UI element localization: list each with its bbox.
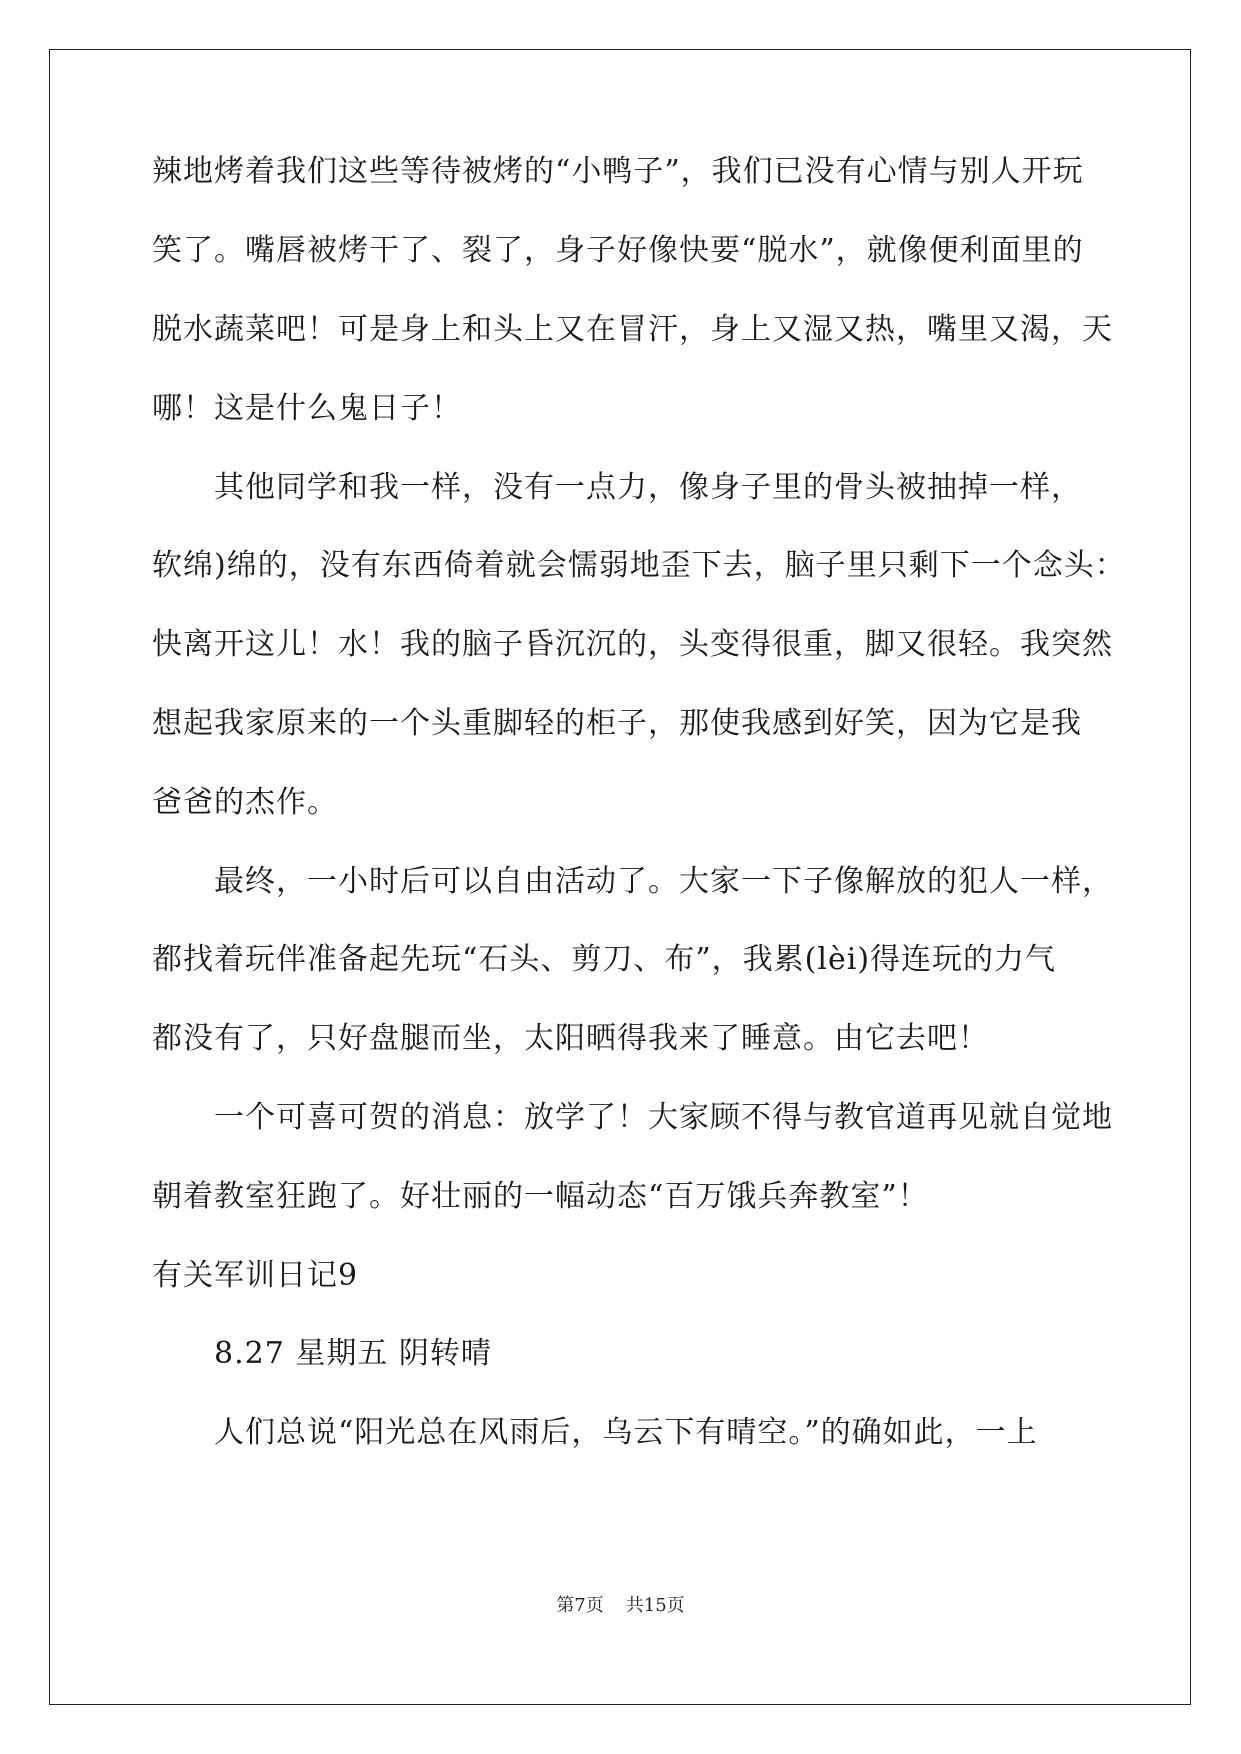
page-total: 共15页: [625, 1595, 685, 1616]
text-line: 辣地烤着我们这些等待被烤的“小鸭子”，我们已没有心情与别人开玩: [152, 154, 1084, 189]
paragraph-start-line: 其他同学和我一样，没有一点力，像身子里的骨头被抽掉一样，: [214, 470, 1082, 505]
paragraph-start-line: 最终，一小时后可以自由活动了。大家一下子像解放的犯人一样，: [214, 864, 1113, 899]
text-line: 爸爸的杰作。: [152, 785, 338, 820]
text-line: 脱水蔬菜吧！可是身上和头上又在冒汗，身上又湿又热，嘴里又渴，天: [152, 312, 1113, 347]
text-line: 都没有了，只好盘腿而坐，太阳晒得我来了睡意。由它去吧！: [152, 1021, 989, 1056]
text-line: 想起我家原来的一个头重脚轻的柜子，那使我感到好笑，因为它是我: [152, 706, 1082, 741]
text-line: 哪！这是什么鬼日子！: [152, 391, 462, 426]
paragraph-start-line: 一个可喜可贺的消息：放学了！大家顾不得与教官道再见就自觉地: [214, 1100, 1113, 1135]
text-line: 快离开这儿！水！我的脑子昏沉沉的，头变得很重，脚又很轻。我突然: [152, 627, 1113, 662]
text-line: 朝着教室狂跑了。好壮丽的一幅动态“百万饿兵奔教室”！: [152, 1179, 929, 1214]
section-heading: 有关军训日记9: [152, 1258, 359, 1293]
date-line: 8.27 星期五 阴转晴: [214, 1336, 492, 1371]
page-number: 第7页: [556, 1595, 604, 1616]
page-footer: [0, 1594, 1241, 1618]
paragraph-start-line: 人们总说“阳光总在风雨后，乌云下有晴空。”的确如此，一上: [214, 1415, 1038, 1450]
text-line: 软绵)绵的，没有东西倚着就会懦弱地歪下去，脑子里只剩下一个念头：: [152, 548, 1126, 583]
text-line: 都找着玩伴准备起先玩“石头、剪刀、布”，我累(lèi)得连玩的力气: [152, 942, 1057, 977]
text-line: 笑了。嘴唇被烤干了、裂了，身子好像快要“脱水”，就像便利面里的: [152, 233, 1084, 268]
